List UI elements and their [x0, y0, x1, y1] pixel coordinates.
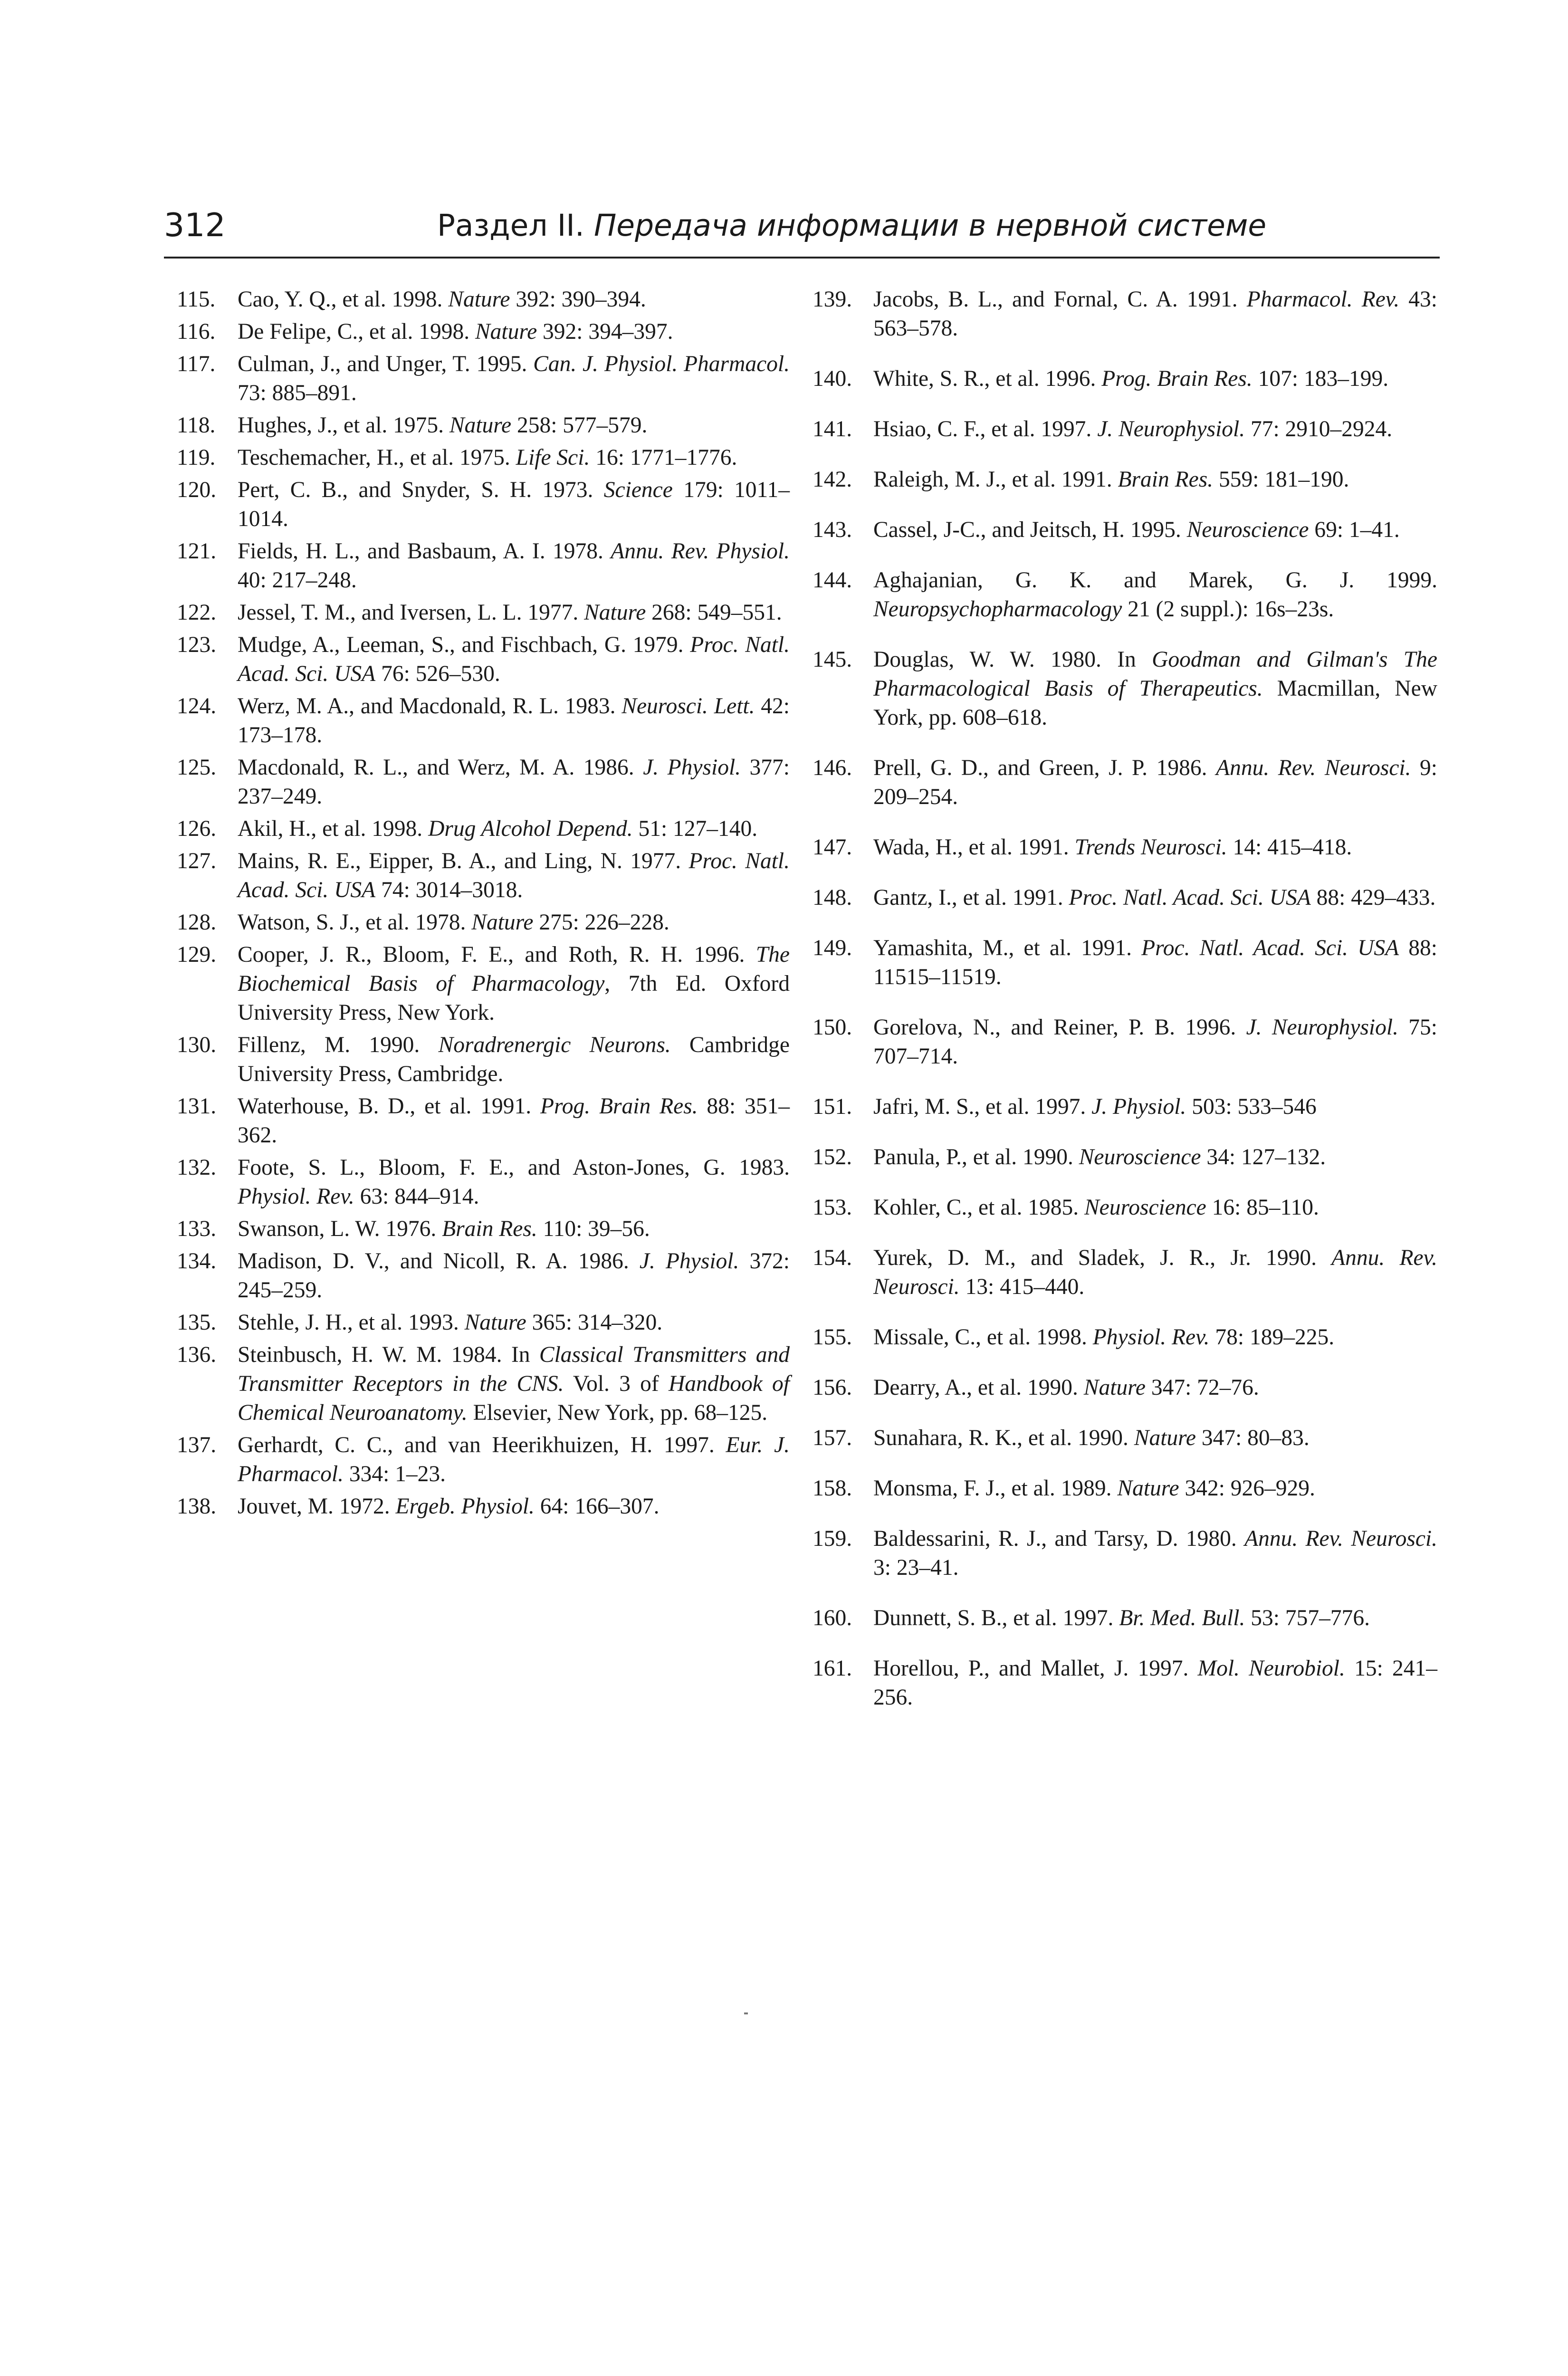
reference-segment: 347: 72–76. — [1145, 1375, 1259, 1400]
reference-segment: White, S. R., et al. 1996. — [873, 366, 1102, 391]
reference-item — [177, 753, 790, 811]
reference-segment: 88: 11515–11519. — [873, 936, 1438, 989]
reference-segment: 258: 577–579. — [511, 413, 648, 438]
reference-number: 159. — [813, 1526, 852, 1551]
reference-item — [177, 1308, 790, 1337]
reference-text — [238, 537, 790, 595]
reference-number: 131. — [177, 1094, 217, 1119]
reference-source: J. Neurophysiol. — [1246, 1015, 1398, 1040]
reference-source: Handbook of Chemical Neuroanatomy. — [238, 1371, 790, 1425]
reference-text — [238, 476, 790, 534]
reference-text — [238, 753, 790, 811]
reference-item — [177, 285, 790, 314]
reference-segment: Foote, S. L., Bloom, F. E., and Aston-Jones, G. 1983. — [238, 1155, 790, 1180]
reference-number: 154. — [813, 1245, 852, 1270]
reference-segment: 76: 526–530. — [375, 661, 500, 686]
reference-source: Nature — [464, 1310, 526, 1335]
reference-number: 133. — [177, 1217, 217, 1241]
reference-text — [873, 883, 1437, 912]
reference-text — [873, 285, 1437, 343]
reference-segment: 74: 3014–3018. — [375, 878, 523, 902]
reference-text — [873, 1524, 1437, 1582]
reference-text — [873, 566, 1437, 624]
reference-number: 128. — [177, 910, 217, 935]
reference-segment: Waterhouse, B. D., et al. 1991. — [238, 1094, 541, 1119]
reference-segment: Vol. 3 of — [564, 1371, 669, 1396]
reference-segment: 392: 390–394. — [510, 287, 646, 312]
reference-source: Ergeb. Physiol. — [395, 1494, 535, 1519]
reference-segment: 107: 183–199. — [1252, 366, 1389, 391]
reference-number: 125. — [177, 755, 217, 780]
reference-number: 134. — [177, 1249, 217, 1274]
reference-item — [177, 598, 790, 627]
reference-number: 120. — [177, 478, 217, 502]
reference-text — [238, 598, 790, 627]
reference-item — [177, 1492, 790, 1521]
reference-text — [238, 350, 790, 408]
reference-number: 144. — [813, 568, 852, 593]
reference-segment: Cao, Y. Q., et al. 1998. — [238, 287, 449, 312]
reference-segment: Cassel, J-C., and Jeitsch, H. 1995. — [873, 517, 1187, 542]
reference-item — [177, 814, 790, 843]
reference-number: 156. — [813, 1375, 852, 1400]
reference-text — [873, 415, 1437, 444]
reference-segment: Sunahara, R. K., et al. 1990. — [873, 1426, 1134, 1450]
reference-item — [177, 1092, 790, 1150]
reference-source: Nature — [1117, 1476, 1179, 1501]
reference-text — [238, 1492, 790, 1521]
reference-source: Drug Alcohol Depend. — [428, 816, 633, 841]
running-title — [437, 202, 1266, 249]
reference-item — [177, 940, 790, 1027]
reference-text — [238, 443, 790, 472]
reference-number: 160. — [813, 1606, 852, 1630]
reference-segment: 16: 85–110. — [1206, 1195, 1319, 1220]
reference-number: 143. — [813, 517, 852, 542]
reference-text — [238, 1341, 790, 1428]
reference-source: Nature — [449, 413, 512, 438]
reference-segment: 69: 1–41. — [1309, 517, 1400, 542]
reference-item — [813, 1143, 1437, 1172]
reference-segment: 77: 2910–2924. — [1245, 417, 1393, 441]
reference-segment: Hughes, J., et al. 1975. — [238, 413, 449, 438]
reference-source: Nature — [1134, 1426, 1196, 1450]
reference-number: 142. — [813, 467, 852, 492]
reference-segment: Macdonald, R. L., and Werz, M. A. 1986. — [238, 755, 643, 780]
reference-text — [238, 1153, 790, 1211]
reference-segment: 334: 1–23. — [343, 1462, 446, 1486]
reference-number: 147. — [813, 835, 852, 860]
reference-number: 136. — [177, 1342, 217, 1367]
reference-segment: Aghajanian, G. K. and Marek, G. J. 1999. — [873, 568, 1437, 593]
reference-item — [177, 692, 790, 750]
reference-text — [873, 1424, 1437, 1453]
reference-segment: 34: 127–132. — [1201, 1145, 1326, 1169]
reference-source: Br. Med. Bull. — [1119, 1606, 1245, 1630]
reference-text — [238, 285, 790, 314]
reference-source: Mol. Neurobiol. — [1197, 1656, 1345, 1681]
reference-text — [238, 940, 790, 1027]
reference-source: Annu. Rev. Neurosci. — [1244, 1526, 1437, 1551]
reference-source: J. Physiol. — [639, 1249, 739, 1274]
reference-number: 151. — [813, 1094, 852, 1119]
reference-item — [813, 1373, 1437, 1402]
reference-segment: 15: 241–256. — [873, 1656, 1437, 1710]
reference-source: Noradrenergic Neurons. — [438, 1033, 671, 1057]
reference-segment: Teschemacher, H., et al. 1975. — [238, 445, 516, 470]
reference-segment: 503: 533–546 — [1186, 1094, 1317, 1119]
reference-source: Trends Neurosci. — [1074, 835, 1227, 860]
reference-text — [873, 1604, 1437, 1633]
reference-text — [238, 1215, 790, 1244]
reference-segment: 347: 80–83. — [1195, 1426, 1310, 1450]
reference-text — [238, 908, 790, 937]
reference-number: 146. — [813, 756, 852, 780]
reference-source: Annu. Rev. Neurosci. — [873, 1245, 1437, 1299]
reference-number: 141. — [813, 417, 852, 441]
reference-segment: 9: 209–254. — [873, 756, 1437, 809]
reference-item — [813, 285, 1437, 343]
reference-segment: Steinbusch, H. W. M. 1984. In — [238, 1342, 539, 1367]
reference-source: Proc. Natl. Acad. Sci. USA — [1141, 936, 1399, 960]
reference-source: Classical Transmitters and Transmitter Receptors in the CNS. — [238, 1342, 790, 1396]
reference-item — [813, 1654, 1437, 1712]
reference-segment: Jafri, M. S., et al. 1997. — [873, 1094, 1092, 1119]
reference-text — [238, 1308, 790, 1337]
reference-item — [813, 566, 1437, 624]
reference-item — [177, 537, 790, 595]
reference-source: Physiol. Rev. — [1092, 1325, 1210, 1350]
reference-item — [813, 934, 1437, 992]
reference-item — [813, 883, 1437, 912]
reference-item — [177, 847, 790, 905]
reference-segment: 75: 707–714. — [873, 1015, 1437, 1069]
reference-text — [238, 692, 790, 750]
reference-segment: Gantz, I., et al. 1991. — [873, 885, 1069, 910]
reference-item — [177, 443, 790, 472]
reference-item — [177, 1247, 790, 1305]
reference-source: Eur. J. Pharmacol. — [238, 1433, 790, 1486]
reference-source: Nature — [475, 319, 537, 344]
reference-number: 157. — [813, 1426, 852, 1450]
reference-source: Neuroscience — [1186, 517, 1309, 542]
reference-text — [873, 364, 1437, 393]
reference-source: Proc. Natl. Acad. Sci. USA — [238, 849, 790, 902]
reference-source: Neuroscience — [1079, 1145, 1201, 1169]
reference-segment: Fillenz, M. 1990. — [238, 1033, 439, 1057]
reference-text — [238, 1247, 790, 1305]
reference-segment: 342: 926–929. — [1179, 1476, 1315, 1501]
reference-segment: 179: 1011–1014. — [238, 478, 790, 531]
reference-segment: 40: 217–248. — [238, 568, 357, 593]
reference-number: 139. — [813, 287, 852, 312]
reference-number: 149. — [813, 936, 852, 960]
reference-text — [873, 645, 1437, 732]
reference-segment: 64: 166–307. — [534, 1494, 660, 1519]
reference-segment: De Felipe, C., et al. 1998. — [238, 319, 475, 344]
reference-segment: Mudge, A., Leeman, S., and Fischbach, G. 1979. — [238, 632, 690, 657]
reference-text — [238, 847, 790, 905]
reference-segment: 3: 23–41. — [873, 1555, 959, 1580]
reference-item — [813, 516, 1437, 545]
reference-segment: Monsma, F. J., et al. 1989. — [873, 1476, 1118, 1501]
reference-text — [873, 934, 1437, 992]
reference-item — [813, 1193, 1437, 1222]
references-right-column — [813, 285, 1437, 1734]
reference-item — [177, 476, 790, 534]
reference-text — [873, 1654, 1437, 1712]
reference-segment: Akil, H., et al. 1998. — [238, 816, 429, 841]
reference-segment: 16: 1771–1776. — [590, 445, 737, 470]
reference-number: 126. — [177, 816, 217, 841]
reference-segment: Elsevier, New York, pp. 68–125. — [467, 1400, 768, 1425]
reference-item — [177, 350, 790, 408]
reference-segment: Horellou, P., and Mallet, J. 1997. — [873, 1656, 1198, 1681]
reference-number: 119. — [177, 445, 216, 470]
reference-number: 122. — [177, 600, 217, 625]
reference-text — [873, 516, 1437, 545]
reference-segment: Pert, C. B., and Snyder, S. H. 1973. — [238, 478, 604, 502]
reference-segment: 14: 415–418. — [1227, 835, 1352, 860]
reference-source: J. Physiol. — [643, 755, 741, 780]
reference-item — [813, 645, 1437, 732]
reference-number: 152. — [813, 1145, 852, 1169]
reference-number: 145. — [813, 647, 852, 672]
reference-source: The Biochemical Basis of Pharmacology — [238, 942, 790, 996]
reference-segment: Fields, H. L., and Basbaum, A. I. 1978. — [238, 539, 611, 564]
reference-segment: Dearry, A., et al. 1990. — [873, 1375, 1084, 1400]
reference-item — [813, 1013, 1437, 1071]
reference-segment: 392: 394–397. — [537, 319, 673, 344]
reference-source: Annu. Rev. Neurosci. — [1216, 756, 1411, 780]
reference-number: 130. — [177, 1033, 217, 1057]
reference-number: 148. — [813, 885, 852, 910]
reference-text — [873, 1193, 1437, 1222]
reference-source: J. Physiol. — [1091, 1094, 1186, 1119]
reference-text — [238, 411, 790, 440]
reference-segment: Raleigh, M. J., et al. 1991. — [873, 467, 1118, 492]
reference-segment: Panula, P., et al. 1990. — [873, 1145, 1079, 1169]
reference-segment: 73: 885–891. — [238, 381, 357, 405]
reference-segment: Prell, G. D., and Green, J. P. 1986. — [873, 756, 1216, 780]
reference-source: Nature — [471, 910, 534, 935]
reference-segment: Dunnett, S. B., et al. 1997. — [873, 1606, 1119, 1630]
reference-text — [873, 1323, 1437, 1352]
reference-source: Science — [603, 478, 673, 502]
reference-item — [813, 1092, 1437, 1121]
reference-text — [238, 1431, 790, 1489]
reference-number: 132. — [177, 1155, 217, 1180]
reference-text — [873, 1092, 1437, 1121]
reference-segment: 268: 549–551. — [646, 600, 782, 625]
reference-number: 138. — [177, 1494, 217, 1519]
reference-number: 140. — [813, 366, 852, 391]
reference-number: 117. — [177, 352, 216, 376]
reference-source: Prog. Brain Res. — [1101, 366, 1252, 391]
reference-segment: 78: 189–225. — [1209, 1325, 1335, 1350]
reference-segment: Culman, J., and Unger, T. 1995. — [238, 352, 534, 376]
reference-item — [813, 1424, 1437, 1453]
reference-source: Nature — [1083, 1375, 1146, 1400]
section-label: Раздел II. — [437, 208, 584, 243]
reference-source: Pharmacol. Rev. — [1246, 287, 1400, 312]
reference-number: 118. — [177, 413, 216, 438]
reference-segment: Douglas, W. W. 1980. In — [873, 647, 1152, 672]
reference-segment: Hsiao, C. F., et al. 1997. — [873, 417, 1098, 441]
reference-item — [813, 1474, 1437, 1503]
section-title: Передача информации в нервной системе — [593, 208, 1267, 243]
reference-source: Life Sci. — [516, 445, 590, 470]
reference-text — [873, 1373, 1437, 1402]
reference-number: 129. — [177, 942, 217, 967]
reference-segment: 365: 314–320. — [526, 1310, 663, 1335]
reference-segment: Wada, H., et al. 1991. — [873, 835, 1075, 860]
reference-segment: Werz, M. A., and Macdonald, R. L. 1983. — [238, 694, 622, 719]
reference-segment: 372: 245–259. — [238, 1249, 790, 1303]
reference-item — [177, 631, 790, 689]
reference-segment: Gerhardt, C. C., and van Heerikhuizen, H. 1997. — [238, 1433, 726, 1457]
reference-segment: 63: 844–914. — [354, 1184, 479, 1209]
reference-segment: 275: 226–228. — [533, 910, 669, 935]
reference-segment: 43: 563–578. — [873, 287, 1437, 341]
reference-item — [177, 411, 790, 440]
reference-item — [813, 465, 1437, 494]
reference-text — [238, 631, 790, 689]
reference-number: 135. — [177, 1310, 217, 1335]
reference-segment: Cooper, J. R., Bloom, F. E., and Roth, R. H. 1996. — [238, 942, 756, 967]
reference-segment: Gorelova, N., and Reiner, P. B. 1996. — [873, 1015, 1246, 1040]
reference-item — [813, 364, 1437, 393]
reference-source: Proc. Natl. Acad. Sci. USA — [1069, 885, 1311, 910]
reference-segment: 377: 237–249. — [238, 755, 790, 809]
reference-segment: Baldessarini, R. J., and Tarsy, D. 1980. — [873, 1526, 1245, 1551]
reference-item — [813, 754, 1437, 812]
reference-number: 115. — [177, 287, 216, 312]
reference-text — [238, 1031, 790, 1089]
stray-mark — [744, 2012, 748, 2014]
reference-segment: Yamashita, M., et al. 1991. — [873, 936, 1142, 960]
reference-text — [873, 1143, 1437, 1172]
reference-text — [238, 317, 790, 346]
page-number: 312 — [164, 207, 226, 244]
reference-segment: Madison, D. V., and Nicoll, R. A. 1986. — [238, 1249, 640, 1274]
reference-item — [813, 1323, 1437, 1352]
reference-segment: 21 (2 suppl.): 16s–23s. — [1122, 597, 1334, 622]
reference-text — [873, 833, 1437, 862]
reference-segment: 559: 181–190. — [1213, 467, 1349, 492]
reference-segment: 51: 127–140. — [632, 816, 758, 841]
reference-number: 158. — [813, 1476, 852, 1501]
reference-source: Goodman and Gilman's The Pharmacological Basis of Therapeutics. — [873, 647, 1437, 701]
reference-segment: Jessel, T. M., and Iversen, L. L. 1977. — [238, 600, 584, 625]
reference-number: 161. — [813, 1656, 852, 1681]
reference-source: Nature — [584, 600, 646, 625]
reference-number: 127. — [177, 849, 217, 873]
reference-segment: Jouvet, M. 1972. — [238, 1494, 396, 1519]
reference-number: 150. — [813, 1015, 852, 1040]
reference-source: Neuroscience — [1084, 1195, 1206, 1220]
references-left-column — [177, 285, 790, 1524]
reference-item — [813, 1604, 1437, 1633]
reference-number: 153. — [813, 1195, 852, 1220]
reference-number: 116. — [177, 319, 216, 344]
reference-item — [813, 1244, 1437, 1302]
reference-source: Brain Res. — [442, 1217, 537, 1241]
reference-segment: , 7th Ed. Oxford University Press, New York. — [238, 971, 790, 1025]
reference-segment: Mains, R. E., Eipper, B. A., and Ling, N. 1977. — [238, 849, 689, 873]
reference-item — [813, 415, 1437, 444]
reference-segment: Kohler, C., et al. 1985. — [873, 1195, 1084, 1220]
reference-number: 124. — [177, 694, 217, 719]
reference-item — [177, 1031, 790, 1089]
reference-item — [813, 833, 1437, 862]
reference-segment: 53: 757–776. — [1245, 1606, 1370, 1630]
reference-item — [177, 317, 790, 346]
reference-text — [238, 814, 790, 843]
reference-text — [873, 1013, 1437, 1071]
reference-source: Annu. Rev. Physiol. — [611, 539, 790, 564]
reference-segment: 88: 351–362. — [238, 1094, 790, 1148]
reference-segment: 88: 429–433. — [1310, 885, 1436, 910]
reference-text — [873, 1244, 1437, 1302]
reference-segment: 42: 173–178. — [238, 694, 790, 747]
reference-source: Physiol. Rev. — [238, 1184, 354, 1209]
reference-item — [813, 1524, 1437, 1582]
reference-number: 121. — [177, 539, 217, 564]
reference-segment: Missale, C., et al. 1998. — [873, 1325, 1093, 1350]
reference-text — [873, 1474, 1437, 1503]
reference-text — [238, 1092, 790, 1150]
reference-source: Can. J. Physiol. Pharmacol. — [533, 352, 790, 376]
reference-segment: Swanson, L. W. 1976. — [238, 1217, 442, 1241]
reference-source: Prog. Brain Res. — [540, 1094, 698, 1119]
reference-item — [177, 908, 790, 937]
reference-item — [177, 1215, 790, 1244]
reference-segment: Cambridge University Press, Cambridge. — [238, 1033, 790, 1086]
reference-text — [873, 754, 1437, 812]
reference-source: Nature — [448, 287, 510, 312]
reference-text — [873, 465, 1437, 494]
reference-number: 155. — [813, 1325, 852, 1350]
reference-source: Proc. Natl. Acad. Sci. USA — [238, 632, 790, 686]
reference-source: Neuropsychopharmacology — [873, 597, 1122, 622]
reference-number: 123. — [177, 632, 217, 657]
reference-source: Brain Res. — [1118, 467, 1214, 492]
reference-source: Neurosci. Lett. — [621, 694, 755, 719]
reference-item — [177, 1341, 790, 1428]
page-header — [164, 202, 1440, 259]
reference-segment: Stehle, J. H., et al. 1993. — [238, 1310, 465, 1335]
reference-segment: Macmillan, New York, pp. 608–618. — [873, 676, 1438, 730]
reference-segment: Jacobs, B. L., and Fornal, C. A. 1991. — [873, 287, 1247, 312]
reference-item — [177, 1153, 790, 1211]
reference-segment: Yurek, D. M., and Sladek, J. R., Jr. 1990. — [873, 1245, 1332, 1270]
reference-segment: 110: 39–56. — [537, 1217, 650, 1241]
reference-item — [177, 1431, 790, 1489]
reference-segment: Watson, S. J., et al. 1978. — [238, 910, 472, 935]
reference-segment: 13: 415–440. — [959, 1274, 1085, 1299]
reference-number: 137. — [177, 1433, 217, 1457]
reference-source: J. Neurophysiol. — [1097, 417, 1245, 441]
